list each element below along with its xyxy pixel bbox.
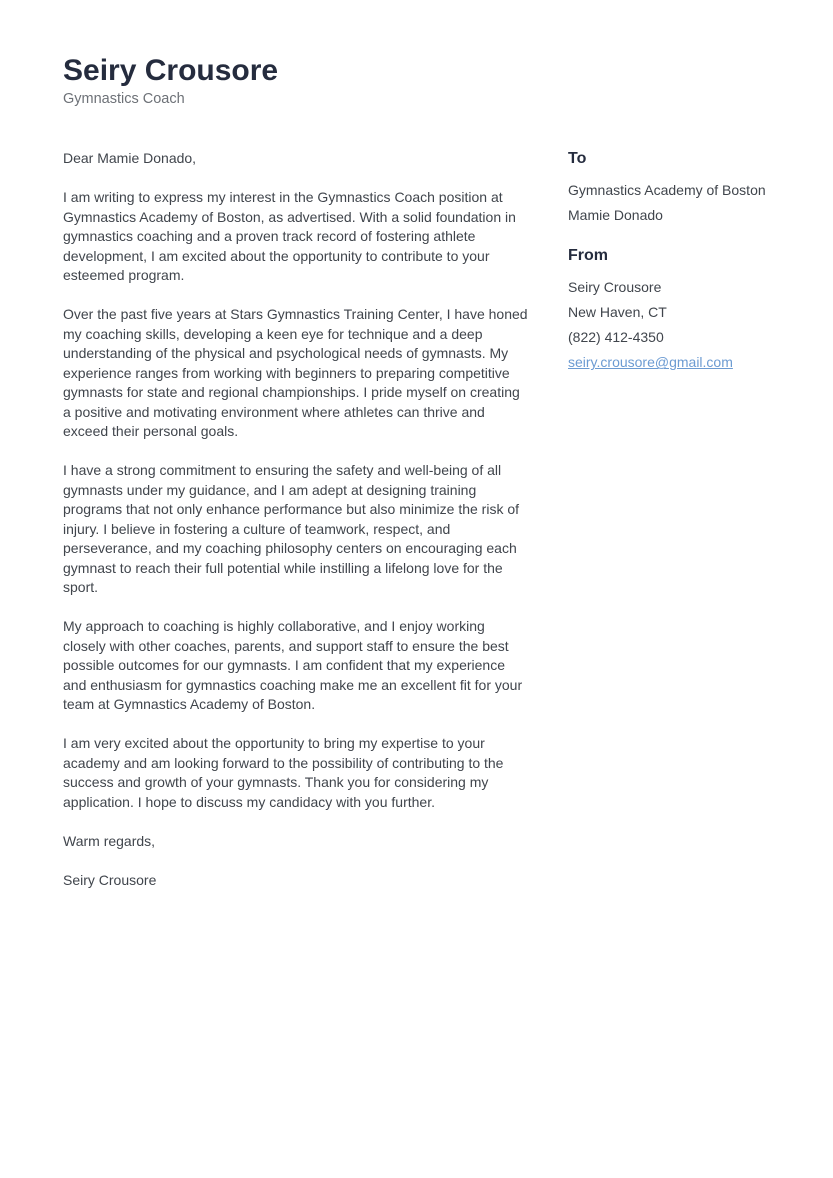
salutation: Dear Mamie Donado, bbox=[63, 150, 197, 166]
contact-sidebar bbox=[568, 149, 803, 378]
sender-phone: (822) 412-4350 bbox=[568, 329, 664, 346]
recipient-name: Mamie Donado bbox=[568, 207, 663, 224]
letter-header bbox=[0, 0, 833, 107]
letter-paragraph-4: My approach to coaching is highly collaborative, and I enjoy working closely with other coaches, parents, and support staff to ensure the best possible outcomes for our gymnasts. I am confident that my experience and enthusiasm for gymnastics coaching make me an excellent fit for your team at Gymnastics Academy of Boston. bbox=[63, 618, 523, 712]
sender-location: New Haven, CT bbox=[568, 304, 667, 321]
letter-paragraph-3: I have a strong commitment to ensuring the safety and well-being of all gymnasts under my guidance, and I am adept at designing training programs that not only enhance performance but also minimize the risk of injury. I believe in fostering a culture of teamwork, respect, and perseverance, and my coaching philosophy centers on encouraging each gymnast to reach their full potential while instilling a lifelong love for the sport. bbox=[63, 462, 520, 595]
from-heading: From bbox=[568, 247, 608, 265]
candidate-name: Seiry Crousore bbox=[63, 54, 279, 87]
letter-body bbox=[63, 149, 531, 890]
to-heading: To bbox=[568, 150, 587, 167]
letter-paragraph-5: I am very excited about the opportunity to bring my expertise to your academy and am looking forward to the possibility of contributing to the success and growth of your gymnasts. Thank you for considering my application. I hope to discuss my candidacy with you further. bbox=[63, 735, 504, 810]
letter-signature: Seiry Crousore bbox=[63, 871, 157, 888]
recipient-company: Gymnastics Academy of Boston bbox=[568, 182, 766, 199]
letter-paragraph-2: Over the past five years at Stars Gymnastics Training Center, I have honed my coaching skills, developing a keen eye for technique and a deep understanding of the physical and psychological needs of gymnasts. My experience ranges from working with beginners to preparing competitive gymnasts for state and regional championships. I pride myself on creating a positive and motivating environment where athletes can thrive and exceed their personal goals. bbox=[63, 306, 528, 439]
candidate-job-title: Gymnastics Coach bbox=[63, 91, 185, 107]
sender-email-link[interactable]: seiry.crousore@gmail.com bbox=[568, 354, 733, 371]
letter-content-row bbox=[0, 149, 833, 890]
letter-closing: Warm regards, bbox=[63, 832, 156, 849]
sender-name: Seiry Crousore bbox=[568, 279, 662, 296]
letter-paragraph-1: I am writing to express my interest in the Gymnastics Coach position at Gymnastics Academy of Boston, as advertised. With a solid foundation in gymnastics coaching and a proven track record of fostering athlete development, I am excited about the opportunity to contribute to your esteemed program. bbox=[63, 189, 516, 283]
sender-email-row bbox=[568, 353, 803, 371]
